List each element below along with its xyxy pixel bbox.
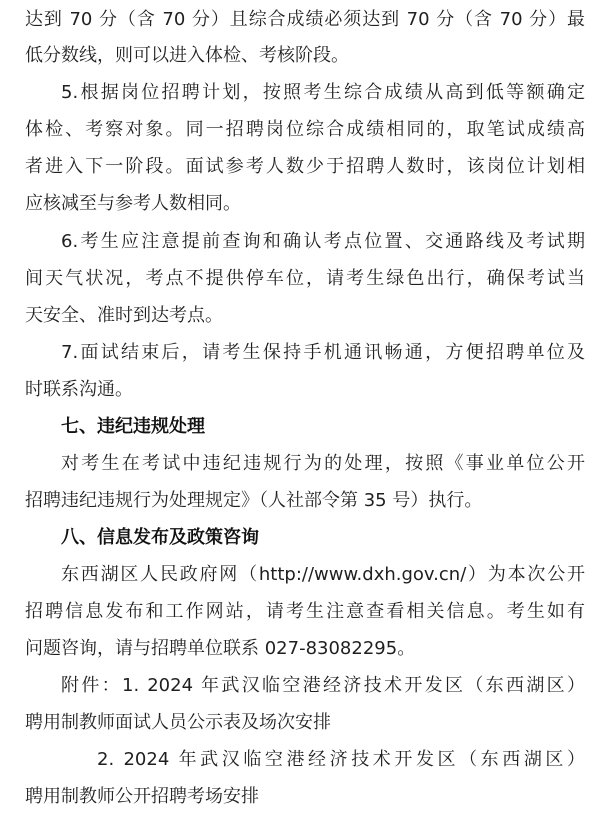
paragraph-line: 对考生在考试中违纪违规行为的处理，按照《事业单位公开: [61, 453, 585, 474]
paragraph-line: 时联系沟通。: [25, 379, 133, 400]
paragraph-line: 东西湖区人民政府网（http://www.dxh.gov.cn/）为本次公开: [61, 564, 585, 585]
paragraph-line: 7.面试结束后，请考生保持手机通讯畅通，方便招聘单位及: [61, 342, 585, 363]
attachment-line: 聘用制教师面试人员公示表及场次安排: [25, 712, 331, 733]
paragraph-line: 达到 70 分（含 70 分）且综合成绩必须达到 70 分（含 70 分）最: [25, 9, 585, 30]
paragraph-line: 6.考生应注意提前查询和确认考点位置、交通路线及考试期: [61, 231, 585, 252]
paragraph-line: 招聘违纪违规行为处理规定》（人社部令第 35 号）执行。: [25, 490, 483, 511]
paragraph-line: 低分数线，则可以进入体检、考核阶段。: [25, 45, 349, 66]
attachment-line: 聘用制教师公开招聘考场安排: [25, 786, 259, 807]
paragraph-line: 招聘信息发布和工作网站，请考生注意查看相关信息。考生如有: [25, 601, 585, 622]
paragraph-line: 5.根据岗位招聘计划，按照考生综合成绩从高到低等额确定: [61, 82, 585, 103]
attachment-line: 2. 2024 年武汉临空港经济技术开发区（东西湖区）: [97, 749, 585, 770]
paragraph-line: 天安全、准时到达考点。: [25, 305, 223, 326]
section-heading: 八、信息发布及政策咨询: [61, 527, 259, 548]
paragraph-line: 应核减至与参考人数相同。: [25, 193, 241, 214]
attachment-line: 附件：1. 2024 年武汉临空港经济技术开发区（东西湖区）: [61, 675, 585, 696]
paragraph-line: 体检、考察对象。同一招聘岗位综合成绩相同的，取笔试成绩高: [25, 119, 585, 140]
paragraph-line: 问题咨询，请与招聘单位联系 027-83082295。: [25, 638, 416, 659]
paragraph-line: 间天气状况，考点不提供停车位，请考生绿色出行，确保考试当: [25, 268, 585, 289]
paragraph-line: 者进入下一阶段。面试参考人数少于招聘人数时，该岗位计划相: [25, 156, 585, 177]
section-heading: 七、违纪违规处理: [61, 416, 205, 437]
